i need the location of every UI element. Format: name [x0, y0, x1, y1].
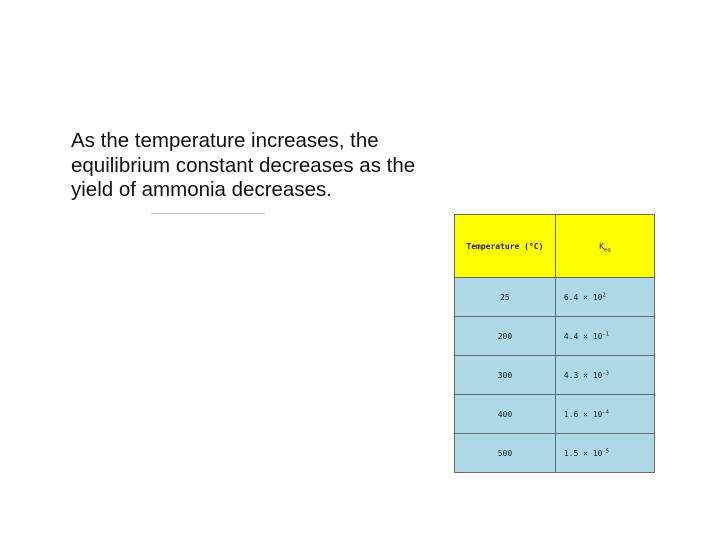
keq-base: 4.3 × 10	[563, 370, 603, 380]
table-row	[455, 356, 655, 395]
temperature-cell: 300	[455, 356, 556, 395]
header-keq-main: K	[599, 241, 605, 251]
keq-base: 1.6 × 10	[563, 409, 603, 419]
table-header-row	[455, 215, 655, 278]
table-row	[455, 395, 655, 434]
temperature-cell: 400	[455, 395, 556, 434]
keq-base: 6.4 × 10	[563, 292, 603, 302]
keq-cell	[555, 356, 654, 395]
divider-line	[151, 213, 265, 214]
header-keq-sub: eq	[604, 247, 611, 254]
keq-cell	[555, 317, 654, 356]
keq-exponent: -4	[602, 408, 609, 415]
table-row	[455, 434, 655, 473]
temperature-cell: 500	[455, 434, 556, 473]
header-keq	[555, 215, 654, 278]
keq-cell	[555, 278, 654, 317]
keq-cell	[555, 395, 654, 434]
equilibrium-constant-table	[454, 214, 655, 473]
keq-base: 4.4 × 10	[563, 331, 603, 341]
table-row	[455, 278, 655, 317]
statement-text: As the temperature increases, the equilibrium constant decreases as the yield of ammonia decreases.	[71, 129, 416, 201]
keq-exponent: -5	[602, 447, 609, 454]
keq-exponent: 2	[602, 291, 606, 298]
temperature-cell: 25	[455, 278, 556, 317]
keq-exponent: -1	[602, 330, 609, 337]
temperature-cell: 200	[455, 317, 556, 356]
table-row	[455, 317, 655, 356]
keq-base: 1.5 × 10	[563, 448, 603, 458]
keq-exponent: -3	[602, 369, 609, 376]
keq-cell	[555, 434, 654, 473]
header-temperature: Temperature (°C)	[455, 215, 556, 278]
